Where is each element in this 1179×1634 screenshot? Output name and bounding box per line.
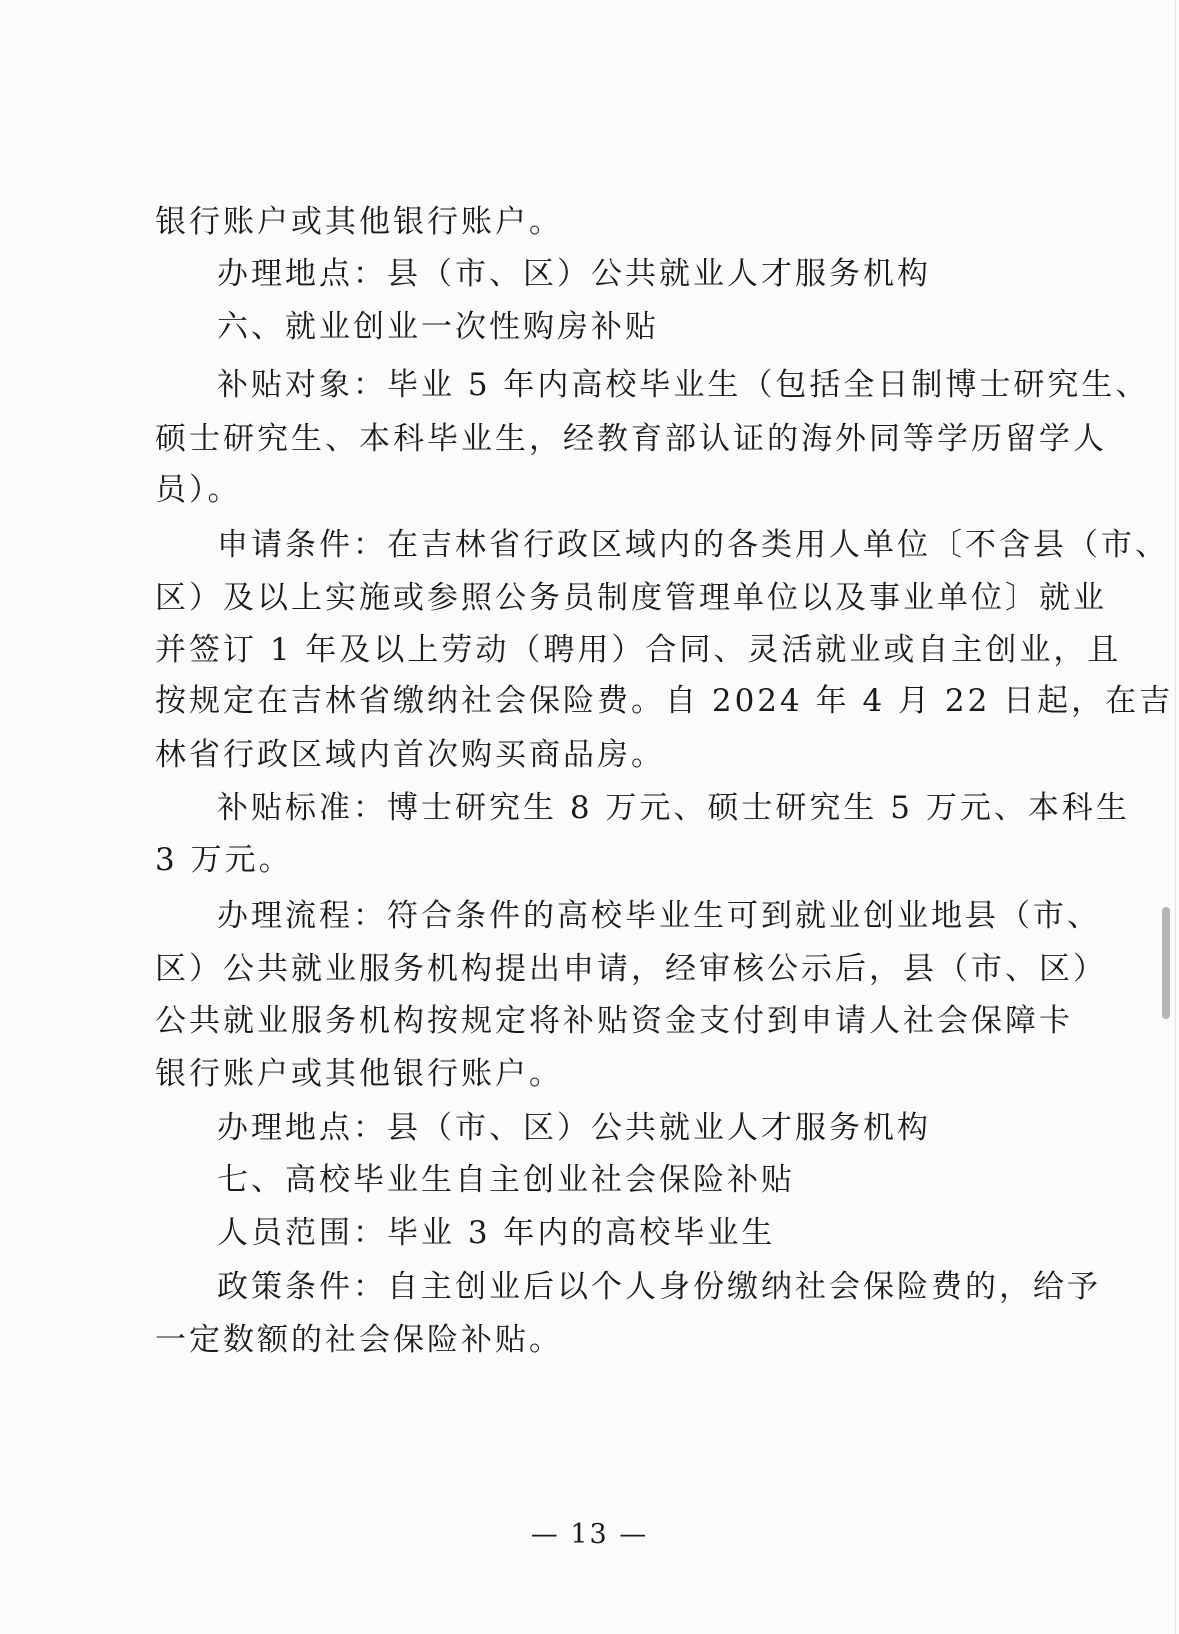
text-line: 公共就业服务机构按规定将补贴资金支付到申请人社会保障卡 xyxy=(155,1003,1073,1039)
text-line: 按规定在吉林省缴纳社会保险费。自 2024 年 4 月 22 日起，在吉 xyxy=(155,683,1174,719)
page-edge xyxy=(1175,0,1176,1634)
text-line: 银行账户或其他银行账户。 xyxy=(155,204,563,240)
text-line: 一定数额的社会保险补贴。 xyxy=(155,1322,563,1358)
scrollbar-thumb[interactable] xyxy=(1162,907,1170,1019)
text-line: 并签订 1 年及以上劳动（聘用）合同、灵活就业或自主创业，且 xyxy=(155,632,1122,668)
text-line: 林省行政区域内首次购买商品房。 xyxy=(155,737,665,773)
text-line: 员）。 xyxy=(155,472,242,508)
text-line: 政策条件：自主创业后以个人身份缴纳社会保险费的，给予 xyxy=(217,1269,1101,1305)
text-line: 区）公共就业服务机构提出申请，经审核公示后，县（市、区） xyxy=(155,951,1107,987)
text-line: 办理流程：符合条件的高校毕业生可到就业创业地县（市、 xyxy=(217,898,1101,934)
text-line: 人员范围：毕业 3 年内的高校毕业生 xyxy=(217,1215,776,1251)
text-line: 硕士研究生、本科毕业生，经教育部认证的海外同等学历留学人 xyxy=(155,421,1107,457)
text-line: 补贴对象：毕业 5 年内高校毕业生（包括全日制博士研究生、 xyxy=(217,367,1150,403)
section-heading: 七、高校毕业生自主创业社会保险补贴 xyxy=(217,1162,795,1198)
text-line: 申请条件：在吉林省行政区域内的各类用人单位〔不含县（市、 xyxy=(217,527,1169,563)
text-line: 办理地点：县（市、区）公共就业人才服务机构 xyxy=(217,1110,931,1146)
text-line: 银行账户或其他银行账户。 xyxy=(155,1056,563,1092)
text-line: 区）及以上实施或参照公务员制度管理单位以及事业单位〕就业 xyxy=(155,580,1107,616)
text-line: 办理地点：县（市、区）公共就业人才服务机构 xyxy=(217,256,931,292)
text-line: 3 万元。 xyxy=(155,842,293,878)
text-line: 补贴标准：博士研究生 8 万元、硕士研究生 5 万元、本科生 xyxy=(217,790,1130,826)
page-number: — 13 — xyxy=(530,1519,649,1550)
section-heading: 六、就业创业一次性购房补贴 xyxy=(217,309,659,345)
